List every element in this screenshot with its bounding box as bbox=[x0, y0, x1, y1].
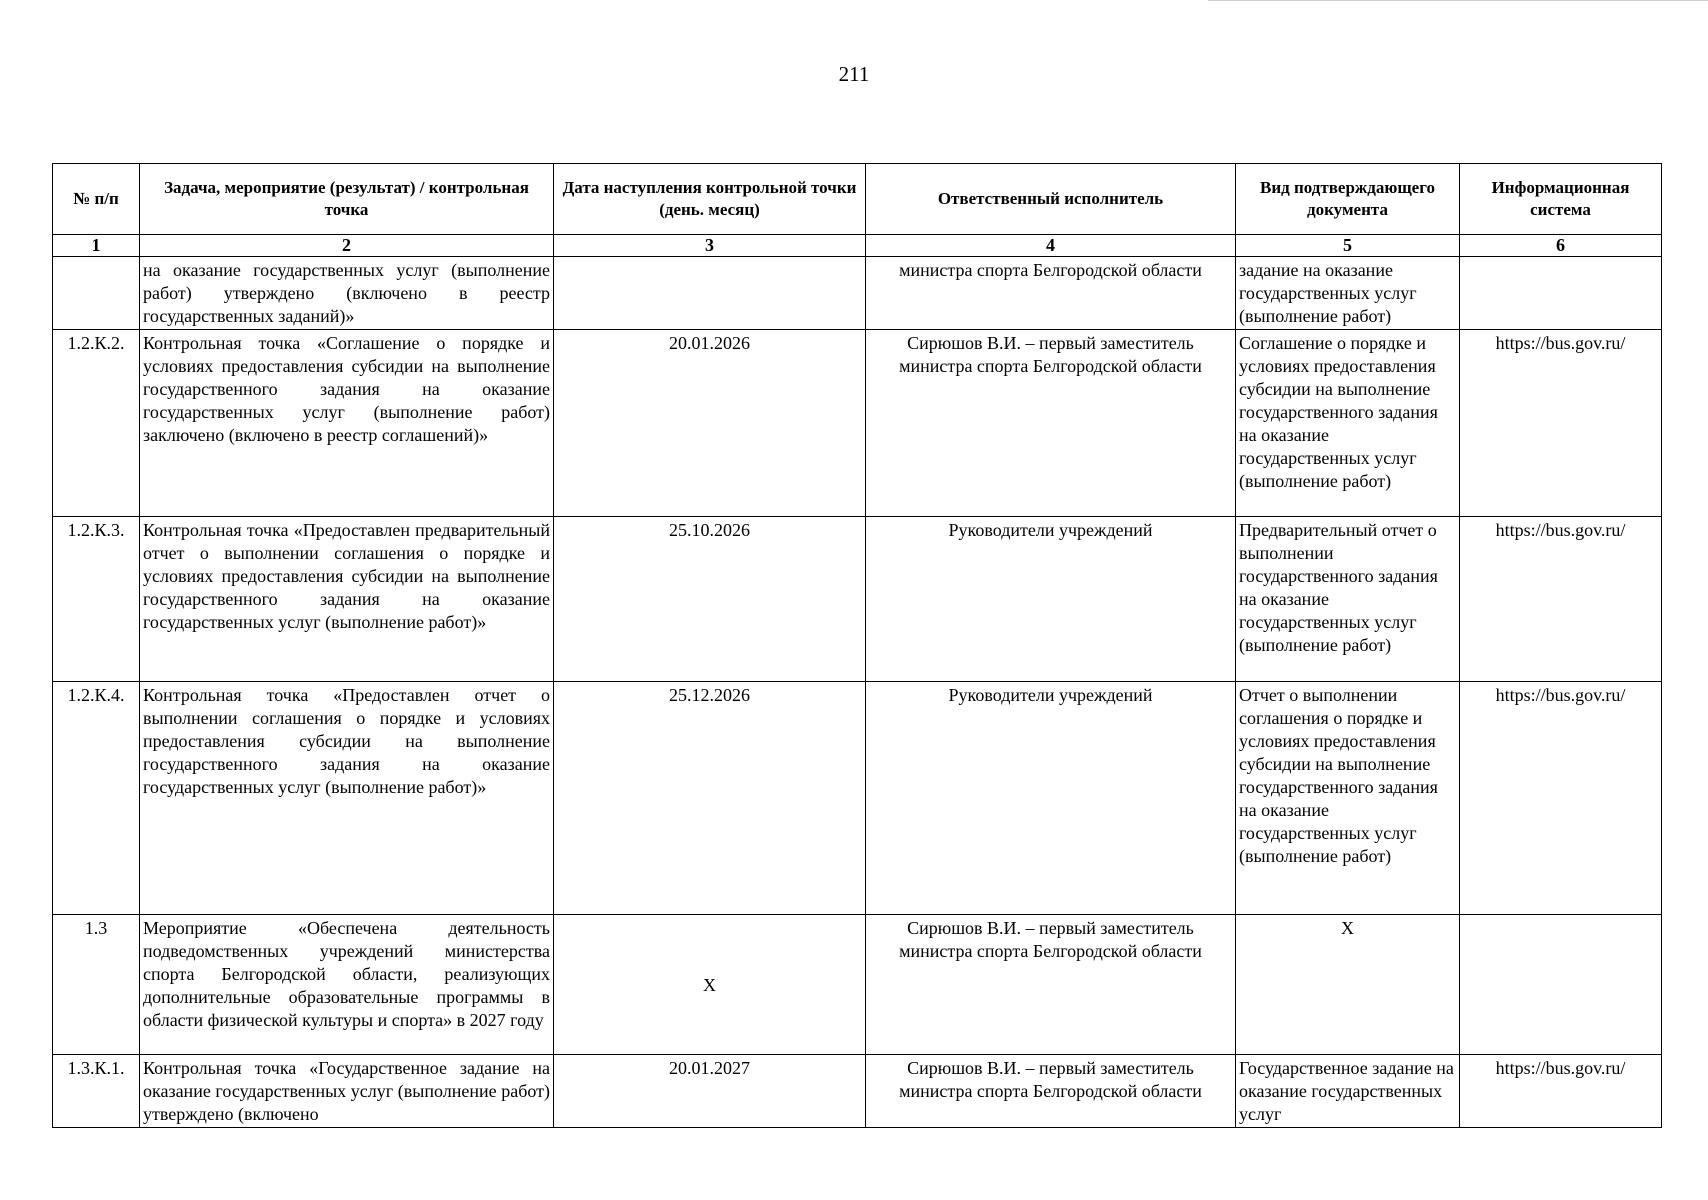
row-date bbox=[554, 257, 866, 330]
table-row bbox=[53, 682, 1662, 915]
column-number: 6 bbox=[1460, 235, 1662, 257]
row-system bbox=[1460, 915, 1662, 1055]
row-task: Контрольная точка «Государственное задание на оказание государственных услуг (выполнение работ) утверждено (включено bbox=[140, 1055, 554, 1128]
row-system bbox=[1460, 257, 1662, 330]
header-responsible: Ответственный исполнитель bbox=[866, 164, 1236, 235]
table-header-row bbox=[53, 164, 1662, 235]
scan-edge-line bbox=[1208, 0, 1708, 2]
column-number: 2 bbox=[140, 235, 554, 257]
row-date: 20.01.2026 bbox=[554, 330, 866, 517]
row-task: Мероприятие «Обеспечена деятельность подведомственных учреждений министерства спорта Белгородской области, реализующих дополнительные образовательные программы в области физической культуры и спорта» в 2027 году bbox=[140, 915, 554, 1055]
row-document: задание на оказание государственных услуг (выполнение работ) bbox=[1236, 257, 1460, 330]
row-task: Контрольная точка «Предоставлен предварительный отчет о выполнении соглашения о порядке и условиях предоставления субсидии на выполнение государственного задания на оказание государственных услуг (выполнение работ)» bbox=[140, 517, 554, 682]
row-number bbox=[53, 257, 140, 330]
row-system-link[interactable]: https://bus.gov.ru/ bbox=[1460, 330, 1662, 517]
row-responsible: Сирюшов В.И. – первый заместитель министра спорта Белгородской области bbox=[866, 915, 1236, 1055]
row-number: 1.2.К.3. bbox=[53, 517, 140, 682]
row-date: 25.12.2026 bbox=[554, 682, 866, 915]
row-document: Предварительный отчет о выполнении государственного задания на оказание государственных услуг (выполнение работ) bbox=[1236, 517, 1460, 682]
header-date: Дата наступления контрольной точки (день. месяц) bbox=[554, 164, 866, 235]
row-document: Государственное задание на оказание государственных услуг bbox=[1236, 1055, 1460, 1128]
header-task: Задача, мероприятие (результат) / контрольная точка bbox=[140, 164, 554, 235]
header-document: Вид подтверждающего документа bbox=[1236, 164, 1460, 235]
header-number: № п/п bbox=[53, 164, 140, 235]
row-system-link[interactable]: https://bus.gov.ru/ bbox=[1460, 682, 1662, 915]
row-document: Соглашение о порядке и условиях предоставления субсидии на выполнение государственного задания на оказание государственных услуг (выполнение работ) bbox=[1236, 330, 1460, 517]
row-responsible: Руководители учреждений bbox=[866, 517, 1236, 682]
row-date: 25.10.2026 bbox=[554, 517, 866, 682]
row-task: Контрольная точка «Предоставлен отчет о выполнении соглашения о порядке и условиях предоставления субсидии на выполнение государственного задания на оказание государственных услуг (выполнение работ)» bbox=[140, 682, 554, 915]
row-number: 1.2.К.4. bbox=[53, 682, 140, 915]
table-row bbox=[53, 1055, 1662, 1128]
row-system-link[interactable]: https://bus.gov.ru/ bbox=[1460, 517, 1662, 682]
row-date: 20.01.2027 bbox=[554, 1055, 866, 1128]
table-row bbox=[53, 330, 1662, 517]
row-number: 1.2.К.2. bbox=[53, 330, 140, 517]
table-row bbox=[53, 517, 1662, 682]
row-system-link[interactable]: https://bus.gov.ru/ bbox=[1460, 1055, 1662, 1128]
row-number: 1.3.К.1. bbox=[53, 1055, 140, 1128]
row-document: Х bbox=[1236, 915, 1460, 1055]
page-number: 211 bbox=[838, 62, 870, 86]
row-document: Отчет о выполнении соглашения о порядке и условиях предоставления субсидии на выполнение государственного задания на оказание государственных услуг (выполнение работ) bbox=[1236, 682, 1460, 915]
row-date: Х bbox=[554, 915, 866, 1055]
row-responsible: Руководители учреждений bbox=[866, 682, 1236, 915]
column-numbers-row bbox=[53, 235, 1662, 257]
row-responsible: Сирюшов В.И. – первый заместитель министра спорта Белгородской области bbox=[866, 1055, 1236, 1128]
row-task: Контрольная точка «Соглашение о порядке и условиях предоставления субсидии на выполнение государственного задания на оказание государственных услуг (выполнение работ) заключено (включено в реестр соглашений)» bbox=[140, 330, 554, 517]
row-responsible: министра спорта Белгородской области bbox=[866, 257, 1236, 330]
table-row bbox=[53, 915, 1662, 1055]
control-points-table bbox=[52, 163, 1662, 1128]
header-system: Информационная система bbox=[1460, 164, 1662, 235]
column-number: 5 bbox=[1236, 235, 1460, 257]
table-row bbox=[53, 257, 1662, 330]
row-responsible: Сирюшов В.И. – первый заместитель министра спорта Белгородской области bbox=[866, 330, 1236, 517]
column-number: 4 bbox=[866, 235, 1236, 257]
column-number: 3 bbox=[554, 235, 866, 257]
row-number: 1.3 bbox=[53, 915, 140, 1055]
column-number: 1 bbox=[53, 235, 140, 257]
row-task: на оказание государственных услуг (выполнение работ) утверждено (включено в реестр государственных заданий)» bbox=[140, 257, 554, 330]
